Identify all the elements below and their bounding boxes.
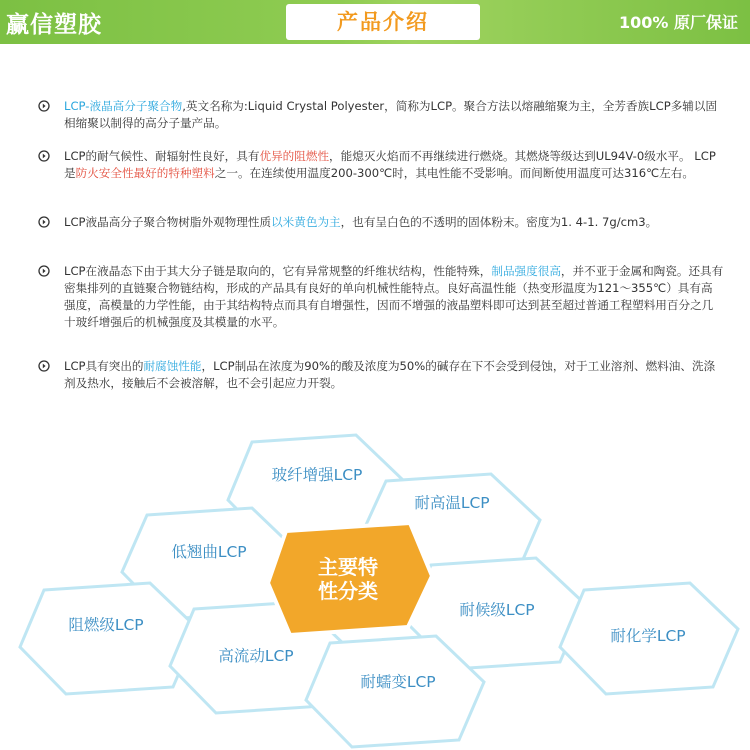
hex-label-creep: 耐蠕变LCP [360, 673, 436, 691]
page-title: 产品介绍 [337, 10, 429, 34]
body-text: LCP在液晶态下由于其大分子链是取向的，它有异常规整的纤维状结构，性能特殊， [64, 264, 492, 278]
hex-label-chem: 耐化学LCP [610, 627, 686, 645]
circle-arrow-icon [38, 360, 50, 372]
body-text: LCP液晶高分子聚合物树脂外观物理性质 [64, 215, 272, 229]
highlight-text: 优异的阻燃性 [259, 149, 330, 163]
highlight-text: 耐腐蚀性能 [143, 359, 202, 373]
highlight-text: 以米黄色为主 [271, 215, 341, 229]
body-text: 之一。在连续使用温度200-300℃时，其电性能不受影响。而间断使用温度可达316℃左右。 [214, 166, 694, 180]
hex-center-line-2: 性分类 [318, 579, 378, 603]
hex-label-weather: 耐候级LCP [459, 601, 535, 619]
circle-arrow-icon [38, 265, 50, 277]
highlight-text: 防火安全性最好的特种塑料 [75, 166, 215, 180]
feature-text [64, 98, 724, 132]
hex-center-line-1: 主要特 [318, 555, 378, 579]
title-box [286, 4, 480, 40]
hexagon-diagram [0, 405, 750, 750]
circle-arrow-icon [38, 100, 50, 112]
body-text: ,英文名称为:Liquid Crystal Polyester，简称为LCP。聚合方法以熔融缩聚为主，全芳香族LCP多辅以固相缩聚以制得的高分子量产品。 [64, 99, 718, 130]
header-bar [0, 0, 750, 44]
hex-label-hightemp: 耐高温LCP [414, 494, 490, 512]
feature-text [64, 263, 724, 331]
hex-label-flow: 高流动LCP [218, 647, 294, 665]
highlight-text: LCP-液晶高分子聚合物 [64, 99, 183, 113]
body-text: ，能熄灭火焰而不再继续进行燃烧。其燃烧等级达到UL94V-0级水平。 LCP是 [64, 149, 716, 180]
circle-arrow-icon [38, 150, 50, 162]
body-text: LCP具有突出的 [64, 359, 144, 373]
guarantee-text: 100% 原厂保证 [618, 13, 738, 32]
highlight-text: 制品强度很高 [491, 264, 561, 278]
feature-text [64, 148, 724, 182]
body-text: LCP的耐气候性、耐辐射性良好，具有 [64, 149, 260, 163]
hex-center-label [288, 555, 408, 603]
brand-name: 赢信塑胶 [6, 12, 102, 38]
body-text: ，并不亚于金属和陶瓷。还具有密集排列的直链聚合物链结构，形成的产品具有良好的单向机械性能特点。良好高温性能（热变形温度为121～355℃）具有高强度，高模量的力学性能，由于其结构特点而具有自增强性，因而不增强的液晶塑料即可达到甚至超过普通工程塑料用百分之几十玻纤增强后的机械强度及其模量的水平。 [64, 264, 724, 329]
hex-label-warp: 低翘曲LCP [171, 543, 247, 561]
circle-arrow-icon [38, 216, 50, 228]
body-text: ，也有呈白色的不透明的固体粉末。密度为1. 4-1. 7g/cm3。 [340, 215, 658, 229]
feature-text [64, 214, 724, 231]
hex-label-glass: 玻纤增强LCP [271, 466, 363, 484]
body-text: ，LCP制品在浓度为90%的酸及浓度为50%的碱存在下不会受到侵蚀，对于工业溶剂、燃料油、洗涤剂及热水，接触后不会被溶解，也不会引起应力开裂。 [64, 359, 716, 390]
hex-label-flame: 阻燃级LCP [68, 616, 144, 634]
feature-text [64, 358, 724, 392]
